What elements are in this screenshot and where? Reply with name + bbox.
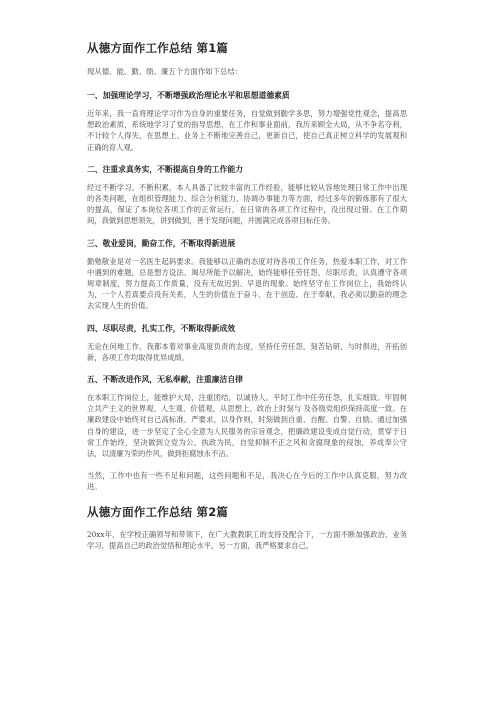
second-article-paragraph: 20xx年，在学校正确领导和带领下，在广大教教职工的支持及配合下，一方面不断加强政治、业务学习，提高自己的政治觉悟和理论水平，另一方面，我严格要求自己， <box>87 529 407 550</box>
section-body-1: 近年来，我一直将理论学习作为自身的重要任务，自觉做到勤学多思，努力增强党性观念，提高思想政治素质，系统地学习了党的指导思想，在工作和事业面前，我历来顾全大局，从不争名夺利，不计较个人得失，在思想上、业务上不断地完善自己，更新自己，使自己真正树立科学的发展观和正确的育人观。 <box>87 109 407 152</box>
closing-paragraph: 当然，工作中也有一些不足和问题，这些问题和不足，我决心在今后的工作中认真克服，努力改进。 <box>87 471 407 492</box>
intro-text: 现从德、能、勤、绩、廉五个方面作如下总结： <box>87 67 243 76</box>
section-body-4: 无论在何地工作，我都本着对事业高度负责的态度，坚持任劳任怨，刻苦钻研，与时俱进，开拓创新，各项工作均取得优异成绩。 <box>87 341 407 362</box>
section-body-5: 在本职工作岗位上，能维护大局，注重团结，以诚待人。平时工作中任劳任怨，扎实细致。牢固树立共产主义的世界观、人生观、价值观，从思想上、政治上时刻与 及各级党组织保持高度一致。在廉政建设中始终对自己高标准、严要求，以身作则，时刻做到自重、自醒、自警、自励。通过加强自身的建设，进一步坚定了全心全意为人民服务的宗旨观念，把廉政建设变成自觉行动，贯穿于日常工作始终，坚决做到立党为公、执政为民，自觉抑制不正之风和贪腐现象的侵蚀，养成奉公守法，以清廉为荣的作风，做到拒腐蚀永不沾。 <box>87 393 407 459</box>
section-body-3: 勤勉敬业是对一名医生起码要求。我能够以正确的态度对待各项工作任务，热爱本职工作，对工作中遇到的难题，总是想方设法、竭尽所能予以解决，始终能够任劳任怨，尽职尽责，认真遵守各项规章制度，努力提高工作质量，没有无故迟到、早退的现象。始终坚守在工作岗位上，我始终认为，一个人若真要点没有关系，人生的价值在于奋斗、在于创造、在于奉献。我必须以勤奋的理念去实现人生的价值。 <box>87 256 407 311</box>
doc-title-1: 从德方面作工作总结 第1篇 <box>87 41 229 55</box>
section-heading-5: 五、不断改进作风，无私奉献，注重廉洁自律 <box>87 375 243 385</box>
document-page <box>87 40 407 551</box>
doc-title-2: 从德方面作工作总结 第2篇 <box>87 504 229 519</box>
section-body-2: 经过不断学习、不断积累，本人具备了比较丰富的工作经验，能够比较从容地处理日常工作中出现的各类问题，在组织管理能力、综合分析能力、协调办事能力等方面，经过多年的锻炼都有了很大的提高，保证了本岗位各项工作的正常运行，在日常的各项工作过程中，没出现过错。在工作期间，我做到思想领先，讲到做到，善于发现问题，并圆满完成各项目标任务。 <box>87 182 407 226</box>
section-heading-4: 四、尽职尽责，扎实工作，不断取得新成效 <box>87 323 236 333</box>
section-heading-1: 一、加强理论学习，不断增强政治理论水平和思想道德素质 <box>87 91 290 100</box>
section-heading-2: 二、注重求真务实，不断提高自身的工作能力 <box>87 164 243 174</box>
section-heading-3: 三、敬业爱岗，勤奋工作，不断取得新进展 <box>87 238 236 248</box>
